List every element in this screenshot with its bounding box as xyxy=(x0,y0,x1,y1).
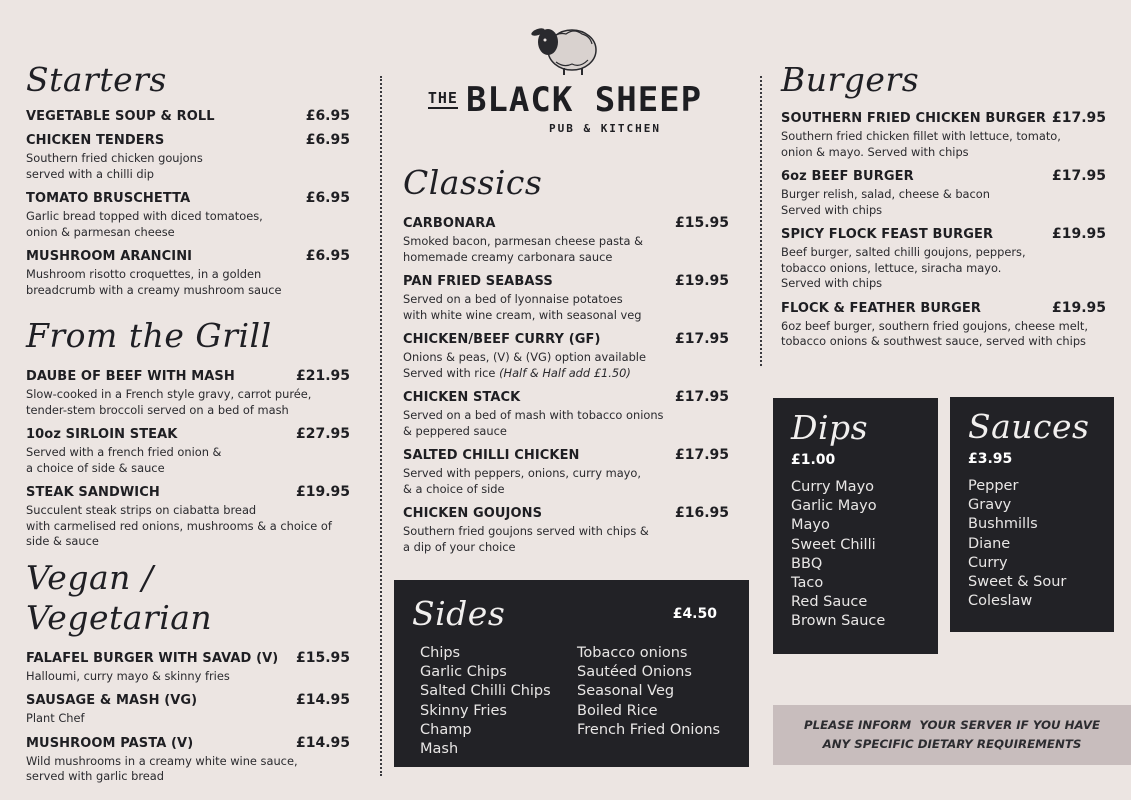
grill-list xyxy=(26,368,350,550)
menu-item-price: £21.95 xyxy=(295,368,350,384)
sides-col-2 xyxy=(577,644,720,759)
menu-item-header xyxy=(26,108,350,124)
menu-item-name: DAUBE OF BEEF WITH MASH xyxy=(26,369,235,384)
list-item: French Fried Onions xyxy=(577,721,721,738)
menu-item-description xyxy=(781,129,1106,160)
menu-item xyxy=(781,226,1106,292)
menu-item xyxy=(403,447,729,497)
list-item: Bushmills xyxy=(968,516,1038,533)
menu-item xyxy=(403,505,729,555)
list-item: Gravy xyxy=(968,497,1012,514)
menu-item-name: TOMATO BRUSCHETTA xyxy=(26,191,191,206)
menu-item-name: CHICKEN TENDERS xyxy=(26,133,165,148)
menu-item-description-text: Southern fried chicken goujons served with a chilli dip xyxy=(26,151,203,181)
menu-item-price: £17.95 xyxy=(1051,168,1106,184)
menu-item-price: £14.95 xyxy=(295,734,350,751)
list-item: Taco xyxy=(791,575,824,592)
menu-item xyxy=(26,190,350,240)
menu-item-name: STEAK SANDWICH xyxy=(26,485,160,500)
menu-item-description-text: Succulent steak strips on ciabatta bread with carmelised red onions, mushrooms & a choice of side & sauce xyxy=(26,503,332,548)
list-item: Champ xyxy=(420,721,472,738)
menu-item-description-text: Smoked bacon, parmesan cheese pasta & homemade creamy carbonara sauce xyxy=(403,234,643,264)
menu-item-name: PAN FRIED SEABASS xyxy=(403,274,553,289)
menu-item-description xyxy=(403,408,729,439)
menu-item-name: VEGETABLE SOUP & ROLL xyxy=(26,109,215,124)
menu-item xyxy=(781,110,1106,160)
list-item: Mayo xyxy=(791,517,830,534)
menu-item-description xyxy=(781,245,1106,292)
menu-item xyxy=(26,735,350,785)
list-item: Sweet Chilli xyxy=(791,536,876,553)
menu-item-header xyxy=(26,132,350,148)
menu-item-name: CHICKEN/BEEF CURRY (GF) xyxy=(403,332,601,347)
sauces-list xyxy=(968,477,1096,611)
menu-item-description xyxy=(26,445,350,476)
menu-item-description-text: Served on a bed of lyonnaise potatoes with white wine cream, with seasonal veg xyxy=(403,292,642,322)
menu-item-description-text: Beef burger, salted chilli goujons, peppers, tobacco onions, lettuce, siracha mayo. Served with chips xyxy=(781,245,1026,290)
menu-item-description xyxy=(403,466,729,497)
sides-title: Sides xyxy=(412,594,506,633)
brand-the: THE xyxy=(427,89,458,107)
menu-item-description-text: Garlic bread topped with diced tomatoes, onion & parmesan cheese xyxy=(26,209,263,239)
menu-item-header xyxy=(26,735,350,751)
starters-title: Starters xyxy=(26,60,167,99)
menu-item-description-text: Served with peppers, onions, curry mayo, & a choice of side xyxy=(403,466,642,496)
menu-item-note: (Half & Half add £1.50) xyxy=(499,365,631,380)
menu-item-price: £19.95 xyxy=(674,273,729,289)
menu-item-header xyxy=(26,426,350,442)
sauces-title: Sauces xyxy=(968,407,1090,446)
menu-item-price: £14.95 xyxy=(295,692,350,708)
menu-item-header xyxy=(781,300,1106,316)
menu-item-price: £15.95 xyxy=(674,215,729,231)
menu-item-price: £19.95 xyxy=(295,484,350,500)
menu-item-header xyxy=(781,168,1106,184)
menu-item-description xyxy=(403,350,729,381)
menu-item-description-text: Burger relish, salad, cheese & bacon Served with chips xyxy=(781,187,990,217)
sides-price: £4.50 xyxy=(672,606,717,622)
sauces-price: £3.95 xyxy=(968,451,1013,467)
menu-item-name: MUSHROOM ARANCINI xyxy=(26,249,193,264)
dips-price: £1.00 xyxy=(791,452,836,468)
menu-item-description-text: Onions & peas, (V) & (VG) option available Served with rice xyxy=(403,350,646,380)
menu-item xyxy=(403,331,729,381)
menu-item-header xyxy=(26,484,350,500)
menu-item-description-text: Served with a french fried onion & a choice of side & sauce xyxy=(26,445,222,475)
menu-item-description xyxy=(26,151,350,182)
menu-item-description xyxy=(26,209,350,240)
menu-item xyxy=(26,484,350,550)
sheep-logo-icon xyxy=(530,18,600,76)
menu-item xyxy=(26,368,350,418)
menu-item-price: £16.95 xyxy=(674,505,729,521)
list-item: Mash xyxy=(420,741,459,758)
list-item: Chips xyxy=(420,645,461,661)
menu-item-price: £15.95 xyxy=(295,649,350,666)
menu-item-header xyxy=(403,215,729,231)
menu-item-description-text: Wild mushrooms in a creamy white wine sauce, served with garlic bread xyxy=(26,753,298,783)
sides-box xyxy=(394,580,749,767)
menu-item-description xyxy=(26,387,350,418)
dietary-notice xyxy=(773,705,1131,765)
list-item: Red Sauce xyxy=(791,594,868,611)
menu-item-name: CARBONARA xyxy=(403,216,496,231)
menu-item-name: CHICKEN STACK xyxy=(403,390,521,405)
list-item: Tobacco onions xyxy=(577,645,688,661)
vegan-list xyxy=(26,650,350,785)
menu-item-name: MUSHROOM PASTA (V) xyxy=(26,735,194,751)
menu-item-name: SALTED CHILLI CHICKEN xyxy=(403,448,580,463)
list-item: Sweet & Sour xyxy=(968,574,1067,591)
menu-item-description xyxy=(403,524,729,555)
menu-item xyxy=(26,426,350,476)
menu-item-description xyxy=(26,503,350,550)
list-item: Skinny Fries xyxy=(420,702,507,719)
menu-item xyxy=(26,132,350,182)
notice-line-2: ANY SPECIFIC DIETARY REQUIREMENTS xyxy=(822,737,1082,751)
menu-item xyxy=(26,692,350,727)
starters-list xyxy=(26,108,350,298)
menu-item-header xyxy=(26,368,350,384)
burgers-title: Burgers xyxy=(781,60,920,99)
menu-item-description xyxy=(781,187,1106,218)
menu-item-name: SOUTHERN FRIED CHICKEN BURGER xyxy=(781,111,1047,126)
list-item: Garlic Chips xyxy=(420,664,507,681)
menu-item xyxy=(403,389,729,439)
menu-item-header xyxy=(403,447,729,463)
list-item: Sautéed Onions xyxy=(577,664,692,681)
sauces-box xyxy=(950,397,1114,632)
menu-item xyxy=(26,248,350,298)
menu-item-price: £17.95 xyxy=(674,447,729,463)
dips-box xyxy=(773,398,938,654)
menu-item-description-text: Halloumi, curry mayo & skinny fries xyxy=(26,668,230,683)
menu-item-description-text: Southern fried goujons served with chips & a dip of your choice xyxy=(403,524,649,554)
menu-item xyxy=(781,168,1106,218)
menu-item-description xyxy=(403,292,729,323)
menu-item-price: £6.95 xyxy=(305,248,350,264)
classics-list xyxy=(403,215,729,555)
menu-item xyxy=(781,300,1106,350)
menu-item-name: SAUSAGE & MASH (VG) xyxy=(26,693,198,708)
list-item: BBQ xyxy=(791,555,823,572)
list-item: Diane xyxy=(968,535,1011,552)
menu-item-header xyxy=(26,692,350,708)
menu-item-name: FALAFEL BURGER WITH SAVAD (V) xyxy=(26,650,279,666)
menu-item-header xyxy=(781,226,1106,242)
menu-item xyxy=(26,108,350,124)
menu-item-price: £17.95 xyxy=(674,389,729,405)
right-divider xyxy=(760,76,762,366)
menu-item-price: £27.95 xyxy=(295,426,350,442)
menu-item-description-text: Southern fried chicken fillet with lettuce, tomato, onion & mayo. Served with chips xyxy=(781,129,1061,159)
menu-item-description-text: Plant Chef xyxy=(26,711,85,725)
menu-item-price: £17.95 xyxy=(1051,110,1106,126)
menu-item-header xyxy=(403,389,729,405)
menu-item-price: £19.95 xyxy=(1051,299,1106,316)
menu-item-description-text: Served on a bed of mash with tobacco onions & peppered sauce xyxy=(403,408,664,438)
menu-item-header xyxy=(26,248,350,264)
left-divider xyxy=(380,76,382,776)
menu-item-name: SPICY FLOCK FEAST BURGER xyxy=(781,227,994,242)
menu-item-price: £19.95 xyxy=(1051,226,1106,242)
menu-item-price: £6.95 xyxy=(305,108,350,124)
middle-column xyxy=(403,163,729,563)
brand-logo xyxy=(405,18,725,135)
list-item: Salted Chilli Chips xyxy=(420,683,551,700)
vegan-title: Vegan / Vegetarian xyxy=(26,557,213,637)
burgers-list xyxy=(781,110,1106,350)
menu-item-description-text: 6oz beef burger, southern fried goujons, cheese melt, tobacco onions & southwest sauce, served with chips xyxy=(781,318,1089,348)
list-item: Seasonal Veg xyxy=(577,683,675,700)
menu-item-header xyxy=(26,650,350,666)
brand-name: BLACK SHEEP xyxy=(465,80,703,120)
list-item: Brown Sauce xyxy=(791,613,886,630)
menu-item-description-text: Mushroom risotto croquettes, in a golden breadcrumb with a creamy mushroom sauce xyxy=(26,267,282,297)
left-column xyxy=(26,60,350,793)
menu-item-name: 10oz SIRLOIN STEAK xyxy=(26,427,178,442)
menu-item-description xyxy=(403,234,729,265)
sides-col-1 xyxy=(420,644,577,759)
menu-item-price: £17.95 xyxy=(674,331,729,347)
menu-item xyxy=(403,215,729,265)
menu-item-name: CHICKEN GOUJONS xyxy=(403,506,543,521)
list-item: Curry Mayo xyxy=(791,479,875,495)
menu-item-description-text: Slow-cooked in a French style gravy, carrot purée, tender-stem broccoli served on a bed of mash xyxy=(26,387,312,417)
menu-item-header xyxy=(403,331,729,347)
notice-line-1: PLEASE INFORM YOUR SERVER IF YOU HAVE xyxy=(803,718,1101,732)
dips-list xyxy=(791,478,920,632)
menu-item xyxy=(403,273,729,323)
grill-title: From the Grill xyxy=(26,316,272,355)
menu-item-price: £6.95 xyxy=(305,132,350,148)
list-item: Pepper xyxy=(968,478,1019,494)
brand-tagline: PUB & KITCHEN xyxy=(548,122,662,135)
list-item: Curry xyxy=(968,554,1008,571)
menu-item-description xyxy=(26,711,350,727)
menu-item-description xyxy=(781,319,1106,350)
menu-item-name: 6oz BEEF BURGER xyxy=(781,169,914,184)
menu-item-name: FLOCK & FEATHER BURGER xyxy=(781,300,981,316)
menu-item-description xyxy=(26,669,350,685)
menu-item-header xyxy=(403,505,729,521)
menu-item xyxy=(26,650,350,685)
classics-title: Classics xyxy=(403,163,543,202)
list-item: Garlic Mayo xyxy=(791,498,877,515)
list-item: Boiled Rice xyxy=(577,702,658,719)
list-item: Coleslaw xyxy=(968,593,1033,610)
menu-item-description xyxy=(26,267,350,298)
menu-item-price: £6.95 xyxy=(305,190,350,206)
dips-title: Dips xyxy=(791,408,869,447)
menu-item-header xyxy=(26,190,350,206)
menu-item-description xyxy=(26,754,350,785)
right-column xyxy=(781,60,1106,358)
menu-item-header xyxy=(403,273,729,289)
menu-item-header xyxy=(781,110,1106,126)
